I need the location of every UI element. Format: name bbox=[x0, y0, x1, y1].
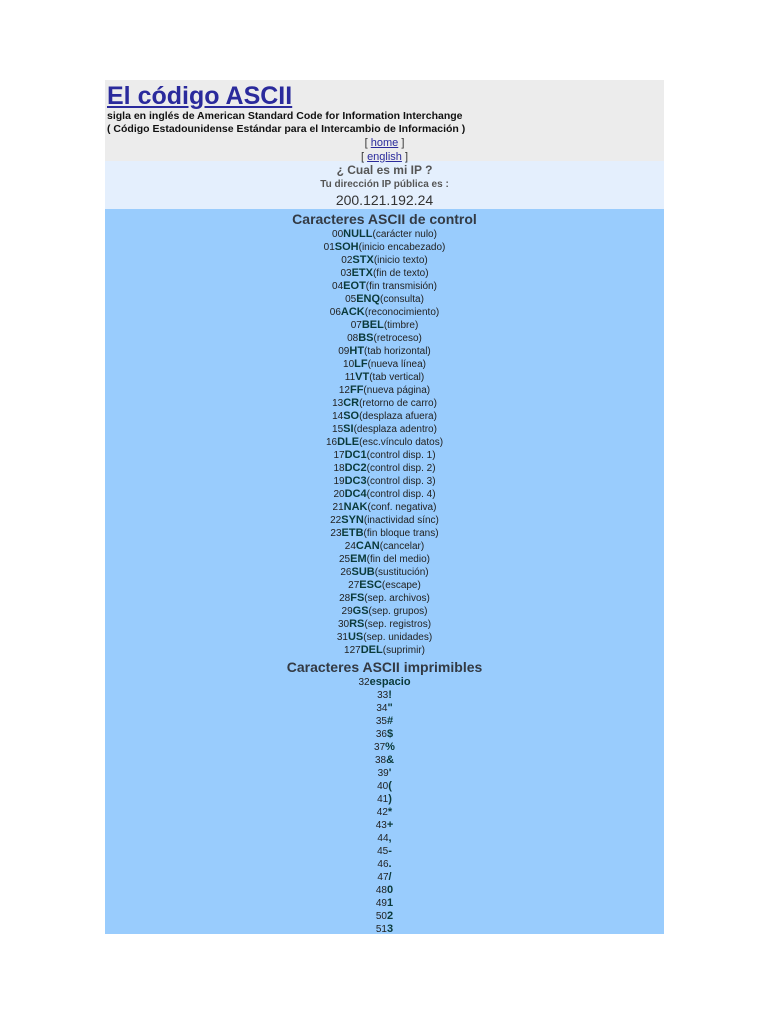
char-symbol: SI bbox=[343, 423, 354, 435]
list-item bbox=[105, 488, 664, 501]
char-description: (desplaza afuera) bbox=[359, 411, 437, 422]
list-item bbox=[105, 501, 664, 514]
char-description: (control disp. 3) bbox=[366, 476, 436, 487]
char-symbol: SOH bbox=[334, 241, 359, 253]
list-item bbox=[105, 384, 664, 397]
list-item bbox=[105, 592, 664, 605]
char-description: (timbre) bbox=[383, 320, 419, 331]
char-code: 09 bbox=[338, 346, 350, 357]
char-description: (sep. archivos) bbox=[364, 593, 430, 604]
char-symbol: - bbox=[388, 845, 392, 857]
char-description: (fin de texto) bbox=[372, 268, 429, 279]
char-code: 19 bbox=[333, 476, 345, 487]
char-symbol: NAK bbox=[343, 501, 368, 513]
char-code: 16 bbox=[325, 437, 338, 448]
char-description: (consulta) bbox=[380, 294, 424, 305]
printable-list bbox=[105, 676, 664, 934]
char-description: (tab vertical) bbox=[369, 372, 425, 383]
char-symbol: 0 bbox=[387, 884, 394, 896]
char-description: (fin del medio) bbox=[366, 554, 430, 565]
control-list bbox=[105, 228, 664, 657]
control-section-title: Caracteres ASCII de control bbox=[292, 211, 477, 227]
char-symbol: ( bbox=[388, 780, 392, 792]
char-description: (control disp. 2) bbox=[366, 463, 436, 474]
home-link-line: [ home ] bbox=[364, 137, 405, 149]
char-symbol: SO bbox=[343, 410, 360, 422]
list-item bbox=[105, 676, 664, 689]
char-description: (tab horizontal) bbox=[364, 346, 431, 357]
list-item bbox=[105, 254, 664, 267]
char-code: 46 bbox=[377, 859, 389, 870]
list-item bbox=[105, 702, 664, 715]
char-symbol: DC3 bbox=[344, 475, 367, 487]
page-title[interactable]: El código ASCII bbox=[107, 82, 293, 110]
char-symbol: US bbox=[347, 631, 364, 643]
char-code: 07 bbox=[350, 320, 362, 331]
char-description: (sustitución) bbox=[374, 567, 429, 578]
char-code: 03 bbox=[340, 268, 352, 279]
list-item bbox=[105, 553, 664, 566]
list-item bbox=[105, 449, 664, 462]
char-code: 28 bbox=[339, 593, 351, 604]
char-code: 14 bbox=[332, 411, 344, 422]
char-symbol: RS bbox=[349, 618, 365, 630]
char-code: 43 bbox=[375, 820, 387, 831]
char-code: 17 bbox=[333, 450, 345, 461]
list-item bbox=[105, 358, 664, 371]
char-code: 01 bbox=[323, 242, 335, 253]
list-item bbox=[105, 345, 664, 358]
english-link-line: [ english ] bbox=[360, 151, 409, 163]
char-code: 29 bbox=[341, 606, 353, 617]
char-symbol: LF bbox=[354, 358, 368, 370]
char-code: 25 bbox=[339, 554, 351, 565]
char-symbol: " bbox=[387, 702, 393, 714]
home-link[interactable]: home bbox=[370, 137, 399, 149]
char-code: 10 bbox=[343, 359, 355, 370]
char-symbol: . bbox=[388, 858, 392, 870]
list-item bbox=[105, 897, 664, 910]
ip-value: 200.121.192.24 bbox=[335, 192, 434, 208]
list-item bbox=[105, 475, 664, 488]
list-item bbox=[105, 715, 664, 728]
list-item bbox=[105, 819, 664, 832]
char-symbol: FS bbox=[350, 592, 365, 604]
char-code: 02 bbox=[341, 255, 353, 266]
list-item bbox=[105, 780, 664, 793]
char-code: 40 bbox=[377, 781, 389, 792]
char-code: 11 bbox=[344, 372, 356, 383]
char-code: 31 bbox=[336, 632, 348, 643]
page-subtitle-translation: ( Código Estadounidense Estándar para el Intercambio de Información ) bbox=[107, 123, 466, 135]
char-symbol: + bbox=[386, 819, 394, 831]
char-code: 35 bbox=[375, 716, 387, 727]
char-symbol: DLE bbox=[337, 436, 360, 448]
list-item bbox=[105, 527, 664, 540]
char-symbol: ! bbox=[388, 689, 392, 701]
english-link[interactable]: english bbox=[367, 151, 402, 163]
list-item bbox=[105, 631, 664, 644]
char-symbol: ENQ bbox=[356, 293, 381, 305]
list-item bbox=[105, 280, 664, 293]
char-code: 04 bbox=[332, 281, 344, 292]
list-item bbox=[105, 806, 664, 819]
char-description: (escape) bbox=[381, 580, 421, 591]
list-item bbox=[105, 306, 664, 319]
char-symbol: ACK bbox=[340, 306, 365, 318]
list-item bbox=[105, 767, 664, 780]
char-code: 38 bbox=[374, 755, 387, 766]
char-description: (suprimir) bbox=[382, 645, 425, 656]
page-header bbox=[105, 80, 664, 161]
char-symbol: % bbox=[385, 741, 395, 753]
char-code: 27 bbox=[348, 580, 360, 591]
char-code: 49 bbox=[375, 898, 387, 909]
char-code: 36 bbox=[375, 729, 387, 740]
char-code: 50 bbox=[375, 911, 387, 922]
char-symbol: DC2 bbox=[344, 462, 367, 474]
list-item bbox=[105, 579, 664, 592]
char-code: 51 bbox=[375, 924, 387, 934]
char-symbol: ETB bbox=[341, 527, 364, 539]
char-symbol: HT bbox=[349, 345, 365, 357]
char-code: 42 bbox=[376, 807, 388, 818]
char-code: 127 bbox=[344, 645, 361, 656]
char-code: 47 bbox=[377, 872, 389, 883]
char-code: 44 bbox=[377, 833, 389, 844]
char-description: (control disp. 4) bbox=[366, 489, 436, 500]
list-item bbox=[105, 689, 664, 702]
char-description: (nueva línea) bbox=[367, 359, 426, 370]
list-item bbox=[105, 462, 664, 475]
char-symbol: 1 bbox=[387, 897, 394, 909]
list-item bbox=[105, 241, 664, 254]
char-symbol: CAN bbox=[355, 540, 380, 552]
char-code: 22 bbox=[330, 515, 342, 526]
char-symbol: GS bbox=[352, 605, 369, 617]
char-description: (carácter nulo) bbox=[372, 229, 437, 240]
char-description: (retorno de carro) bbox=[359, 398, 437, 409]
list-item bbox=[105, 871, 664, 884]
char-code: 30 bbox=[337, 619, 350, 630]
list-item bbox=[105, 514, 664, 527]
char-code: 00 bbox=[332, 229, 344, 240]
list-item bbox=[105, 228, 664, 241]
list-item bbox=[105, 754, 664, 767]
list-item bbox=[105, 566, 664, 579]
char-symbol: CR bbox=[343, 397, 360, 409]
char-description: (esc.vínculo datos) bbox=[359, 437, 444, 448]
list-item bbox=[105, 832, 664, 845]
list-item bbox=[105, 397, 664, 410]
char-symbol: SUB bbox=[351, 566, 375, 578]
char-code: 18 bbox=[333, 463, 345, 474]
char-description: (fin bloque trans) bbox=[363, 528, 439, 539]
char-code: 41 bbox=[377, 794, 389, 805]
char-description: (fin transmisión) bbox=[365, 281, 437, 292]
list-item bbox=[105, 319, 664, 332]
char-symbol: # bbox=[387, 715, 394, 727]
list-item bbox=[105, 741, 664, 754]
list-item bbox=[105, 728, 664, 741]
char-symbol: DC4 bbox=[344, 488, 367, 500]
char-code: 48 bbox=[375, 885, 387, 896]
ip-box bbox=[105, 161, 664, 209]
char-symbol: ' bbox=[388, 767, 392, 779]
ip-label: Tu dirección IP pública es : bbox=[320, 179, 449, 190]
list-item bbox=[105, 910, 664, 923]
char-code: 33 bbox=[377, 690, 389, 701]
char-description: (sep. unidades) bbox=[363, 632, 433, 643]
char-symbol: NULL bbox=[343, 228, 373, 240]
char-symbol: DEL bbox=[360, 644, 383, 656]
char-symbol: ETX bbox=[351, 267, 373, 279]
char-symbol: $ bbox=[387, 728, 394, 740]
char-description: (cancelar) bbox=[379, 541, 425, 552]
list-item bbox=[105, 540, 664, 553]
char-code: 05 bbox=[345, 294, 357, 305]
char-symbol: / bbox=[388, 871, 392, 883]
char-symbol: 2 bbox=[387, 910, 394, 922]
char-description: (reconocimiento) bbox=[364, 307, 440, 318]
list-item bbox=[105, 618, 664, 631]
char-code: 21 bbox=[332, 502, 344, 513]
char-code: 20 bbox=[333, 489, 345, 500]
char-symbol: DC1 bbox=[344, 449, 367, 461]
char-symbol: VT bbox=[355, 371, 370, 383]
char-symbol: & bbox=[386, 754, 395, 766]
char-code: 34 bbox=[376, 703, 388, 714]
char-symbol: , bbox=[388, 832, 392, 844]
char-code: 45 bbox=[377, 846, 389, 857]
char-code: 13 bbox=[332, 398, 344, 409]
list-item bbox=[105, 793, 664, 806]
list-item bbox=[105, 923, 664, 934]
char-code: 32 bbox=[358, 677, 370, 688]
char-description: (inactividad sínc) bbox=[363, 515, 439, 526]
list-item bbox=[105, 371, 664, 384]
list-item bbox=[105, 845, 664, 858]
char-description: (nueva página) bbox=[363, 385, 431, 396]
char-description: (sep. grupos) bbox=[368, 606, 428, 617]
char-description: (desplaza adentro) bbox=[353, 424, 437, 435]
char-symbol: FF bbox=[349, 384, 364, 396]
char-description: (conf. negativa) bbox=[367, 502, 437, 513]
char-description: (sep. registros) bbox=[364, 619, 432, 630]
char-symbol: SYN bbox=[341, 514, 364, 526]
char-code: 08 bbox=[347, 333, 359, 344]
list-item bbox=[105, 436, 664, 449]
char-code: 37 bbox=[374, 742, 386, 753]
char-symbol: ESC bbox=[359, 579, 382, 591]
char-symbol: EM bbox=[350, 553, 367, 565]
char-symbol: BEL bbox=[361, 319, 384, 331]
char-code: 26 bbox=[340, 567, 352, 578]
list-item bbox=[105, 884, 664, 897]
char-code: 39 bbox=[377, 768, 389, 779]
char-description: (control disp. 1) bbox=[366, 450, 436, 461]
char-symbol: * bbox=[387, 806, 393, 818]
list-item bbox=[105, 293, 664, 306]
list-item bbox=[105, 605, 664, 618]
char-symbol: STX bbox=[352, 254, 374, 266]
list-item bbox=[105, 644, 664, 657]
char-description: (retroceso) bbox=[373, 333, 422, 344]
ip-question: ¿ Cual es mi IP ? bbox=[336, 163, 433, 177]
printable-section-title: Caracteres ASCII imprimibles bbox=[286, 659, 483, 675]
char-code: 23 bbox=[330, 528, 342, 539]
list-item bbox=[105, 858, 664, 871]
char-description: (inicio encabezado) bbox=[358, 242, 446, 253]
char-symbol: espacio bbox=[369, 676, 411, 688]
char-symbol: BS bbox=[358, 332, 374, 344]
list-item bbox=[105, 267, 664, 280]
char-symbol: 3 bbox=[387, 923, 394, 934]
list-item bbox=[105, 332, 664, 345]
list-item bbox=[105, 423, 664, 436]
char-code: 24 bbox=[344, 541, 356, 552]
char-symbol: EOT bbox=[343, 280, 366, 292]
char-symbol: ) bbox=[388, 793, 392, 805]
list-item bbox=[105, 410, 664, 423]
char-description: (inicio texto) bbox=[373, 255, 428, 266]
page-container bbox=[105, 80, 664, 934]
char-code: 12 bbox=[338, 385, 350, 396]
page-subtitle: sigla en inglés de American Standard Code for Information Interchange bbox=[107, 110, 463, 122]
char-code: 06 bbox=[329, 307, 341, 318]
ascii-table bbox=[105, 209, 664, 934]
char-code: 15 bbox=[332, 424, 344, 435]
